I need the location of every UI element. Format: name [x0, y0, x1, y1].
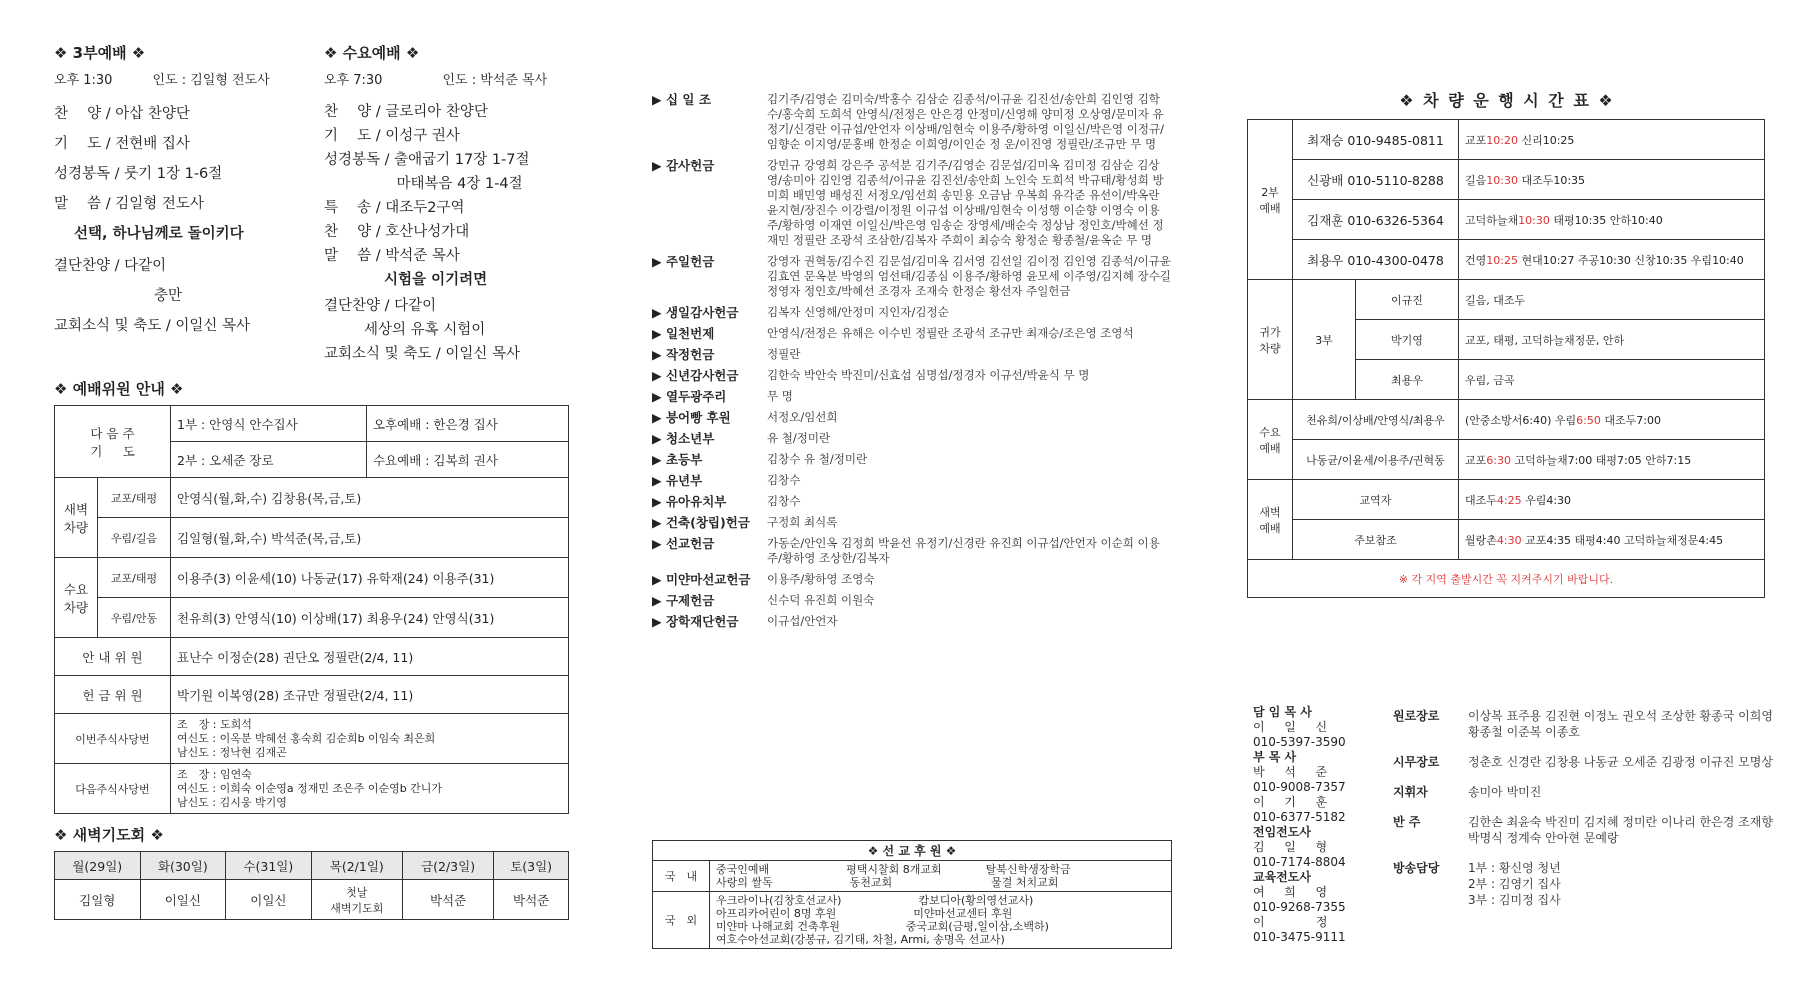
roles-block — [1393, 708, 1777, 922]
offering-label: ▶ 감사헌금 — [652, 158, 715, 173]
offering-label: ▶ 열두광주리 — [652, 389, 727, 404]
offering-row — [652, 536, 1172, 566]
driver: 신광배 010-5110-8288 — [1293, 160, 1459, 200]
staff-title: 교육전도사 — [1253, 870, 1311, 884]
offering-names: 강민규 강영희 강은주 공석분 김기주/김영순 김문섭/김미옥 김미정 김삼순 김상영/송미아 김인영 김종석/이규윤 김진선/송안희 노인숙 도희석 박규태/황성희 방미희 배민영 배성진 서정오/임선희 송민용 오금남 우복희 유각준 유선이/박옥란 윤지현/장진수 이강렬/이정원 이규섭 이상배/임현숙 이성행 이순향 이영숙 이용주/황하영 이재연 이일신/박은영 임송순 장영세/배순숙 정상남 정인호/박혜선 정재민 정필란 조광석 조삼한/김복자 주희이 최승숙 황정순 황종철/윤옥순 무 명 — [767, 158, 1164, 247]
offering-row — [652, 593, 1172, 608]
meal2-label: 다음주식사당번 — [55, 764, 171, 814]
staff-block — [1253, 705, 1413, 945]
car-drivers: 안영식(월,화,수) 김창용(목,금,토) — [171, 478, 569, 518]
role-row — [1393, 860, 1773, 908]
wed-item: 기 도 / 이성구 권사 — [324, 128, 460, 144]
home-label: 귀가 차량 — [1248, 280, 1293, 400]
route-rest: 현대10:27 주공10:30 신창10:35 우림10:40 — [1517, 253, 1744, 267]
mission-ext-line: 우크라이나(김창호선교사) 캄보디아(황의영선교사) — [716, 894, 1034, 907]
route-rest: 교포4:35 태평4:40 고덕하늘채정문4:45 — [1521, 533, 1724, 547]
offering-label: ▶ 붕어빵 후원 — [652, 410, 731, 425]
service3-closing-song: 충만 — [154, 288, 183, 304]
car-route: 교포/태평 — [98, 558, 171, 598]
dawn-day: 수(31일) — [226, 852, 312, 880]
offering-names: 서정오/임선희 — [767, 410, 838, 424]
offering-names: 가동순/안인옥 김정희 박윤선 유정기/신경란 유진희 이규섭/안언자 이순희 이용주/황하영 조상한/김복자 — [767, 536, 1160, 565]
staff-phone: 010-9268-7355 — [1253, 900, 1346, 914]
wed-item: 마태복음 4장 1-4절 — [324, 176, 523, 192]
service3-time: 오후 1:30 — [54, 73, 113, 88]
vehicle-title: ❖ 차 량 운 행 시 간 표 ❖ — [1399, 91, 1615, 110]
staff-phone: 010-7174-8804 — [1253, 855, 1346, 869]
offering-label: ▶ 초등부 — [652, 452, 703, 467]
meal2-names: 조 장 : 임연숙 여신도 : 이희숙 이순영a 정재민 조은주 이순영b 간니가 남신도 : 김시웅 박기영 — [171, 764, 569, 814]
committee-title: ❖ 예배위원 안내 ❖ — [54, 380, 184, 398]
staff-title: 전임전도사 — [1253, 825, 1311, 839]
staff-name: 이 기 훈 — [1253, 795, 1328, 809]
driver: 주보참조 — [1293, 520, 1459, 560]
route-start: 교포 — [1465, 453, 1487, 467]
route-rest: 태평10:35 안하10:40 — [1549, 213, 1663, 227]
route-time: 10:20 — [1486, 133, 1518, 147]
route-start: 길음 — [1465, 173, 1487, 187]
offering-row — [652, 347, 1172, 362]
offering-label: ▶ 유년부 — [652, 473, 703, 488]
offering-row — [652, 92, 1172, 152]
wed-news: 교회소식 및 축도 / 이일신 목사 — [324, 346, 521, 362]
service3-news: 교회소식 및 축도 / 이일신 목사 — [54, 318, 251, 334]
dawn-day: 금(2/3일) — [402, 852, 493, 880]
offering-names: 김기주/김영순 김미숙/박홍수 김삼순 김종석/이규윤 김진선/송안희 김인영 김학수/홍숙희 도희석 안영식/전정은 안은경 안정미/신영해 양미정 오상영/문미자 유정기/신경란 이규섭/안언자 이상배/임현숙 이용주/황하영 이일신/박은영 이정규/임향순 이지영/문홍배 한정순 이희영/이인순 정 운/이진영 정필란/조규만 무 명 — [767, 92, 1165, 151]
offering-names: 신수덕 유진희 이원숙 — [767, 593, 875, 607]
role-row — [1393, 814, 1777, 846]
dawn-preacher: 이일신 — [140, 880, 226, 920]
staff-phone: 010-9008-7357 — [1253, 780, 1346, 794]
offering-names: 정필란 — [767, 347, 801, 361]
wed-leader: 인도 : 박석준 목사 — [442, 73, 548, 88]
service3-closing: 결단찬양 / 다같이 — [54, 258, 167, 274]
offering-label: ▶ 선교헌금 — [652, 536, 715, 551]
role-label: 방송담당 — [1393, 861, 1440, 875]
offering-row — [652, 158, 1172, 248]
staff-name: 김 일 형 — [1253, 840, 1328, 854]
offering-label: ▶ 장학재단헌금 — [652, 614, 739, 629]
staff-name: 여 희 영 — [1253, 885, 1328, 899]
route-time: 4:30 — [1496, 533, 1522, 547]
offering-row — [652, 389, 1172, 404]
service3-title: ❖ 3부예배 ❖ — [54, 44, 146, 62]
mission-dom-label: 국 내 — [653, 861, 710, 892]
guide-names: 표난수 이정순(28) 권단오 정필란(2/4, 11) — [171, 638, 569, 676]
dawn-table — [54, 851, 569, 920]
offering-names: 김창수 — [767, 494, 801, 508]
dawn-day: 화(30일) — [140, 852, 226, 880]
offering-names: 이규섭/안언자 — [767, 614, 838, 628]
offering-row — [652, 614, 1172, 629]
offering-row — [652, 326, 1172, 341]
car-route: 우림/안동 — [98, 598, 171, 638]
offering-names: 안영식/전정은 유해은 이수빈 정필란 조광석 조규만 최재승/조은영 조영석 — [767, 326, 1134, 340]
wed-time: 오후 7:30 — [324, 73, 383, 88]
route-time: 10:25 — [1486, 253, 1518, 267]
route-time: 10:30 — [1486, 173, 1518, 187]
driver: 최용우 — [1356, 360, 1459, 400]
driver: 최용우 010-4300-0478 — [1293, 240, 1459, 280]
car-route: 교포/태평 — [98, 478, 171, 518]
staff-title: 담 임 목 사 — [1253, 705, 1312, 719]
offering-names: 유 철/정미란 — [767, 431, 831, 445]
offering-label: ▶ 작정헌금 — [652, 347, 715, 362]
mission-dom-line: 사랑의 쌀독 동천교회 물결 처치교회 — [716, 876, 1059, 889]
dawn-preacher: 박석준 — [402, 880, 493, 920]
dawn-preacher: 이일신 — [226, 880, 312, 920]
driver: 나동균/이윤세/이용주/권혁동 — [1293, 440, 1459, 480]
offering-row — [652, 473, 1172, 488]
staff-phone: 010-5397-3590 — [1253, 735, 1346, 749]
offering-names: 김복자 신영해/안정미 지인자/김정순 — [767, 305, 949, 319]
role-names: 정춘호 신경란 김창용 나동균 오세준 김광정 이규진 모명상 — [1468, 755, 1773, 769]
staff-name: 박 석 준 — [1253, 765, 1328, 779]
wed-label: 수요 예배 — [1248, 400, 1293, 480]
mission-ext-line: 여호수아선교회(강봉규, 김기태, 차철, Armi, 송명옥 선교사) — [716, 933, 1005, 946]
car-route: 우림/길음 — [98, 518, 171, 558]
column-vehicle — [1247, 88, 1767, 598]
column-offerings — [652, 92, 1172, 635]
route-rest: 대조두10:35 — [1517, 173, 1586, 187]
offering-row — [652, 494, 1172, 509]
offer-label: 헌 금 위 원 — [55, 676, 171, 714]
route-start: 고덕하늘채 — [1465, 213, 1519, 227]
route-start: 월랑촌 — [1465, 533, 1497, 547]
committee-table — [54, 405, 569, 814]
offering-label: ▶ 신년감사헌금 — [652, 368, 739, 383]
dawn-car-label: 새벽 차량 — [55, 478, 98, 558]
route-start: 대조두 — [1465, 493, 1497, 507]
route: 교포, 태평, 고덕하늘채정문, 안하 — [1459, 320, 1765, 360]
route: 길음, 대조두 — [1459, 280, 1765, 320]
column-worship — [54, 42, 614, 920]
offering-row — [652, 305, 1172, 320]
wed-title: ❖ 수요예배 ❖ — [324, 44, 420, 62]
wed-item: 특 송 / 대조두2구역 — [324, 200, 465, 216]
wed-item: 찬 양 / 글로리아 찬양단 — [324, 104, 488, 120]
route-rest: 우림4:30 — [1521, 493, 1572, 507]
pray-2nd: 2부 : 오세준 장로 — [171, 442, 367, 478]
pray-label: 다 음 주 기 도 — [55, 406, 171, 478]
route-time: 6:50 — [1576, 413, 1601, 427]
route-time: 4:25 — [1496, 493, 1522, 507]
service3-item: 찬 양 / 아삽 찬양단 — [54, 106, 190, 122]
offering-label: ▶ 유아유치부 — [652, 494, 727, 509]
offering-names: 김한숙 박안숙 박진미/신효섭 심명섭/정경자 이규선/박윤식 무 명 — [767, 368, 1090, 382]
role-names: 김한손 최윤숙 박진미 김지혜 정미란 이나리 한은경 조재향 박명식 정계숙 안아현 문예랑 — [1468, 815, 1777, 845]
offering-label: ▶ 미얀마선교헌금 — [652, 572, 751, 587]
route-time: 10:30 — [1518, 213, 1550, 227]
staff-phone: 010-6377-5182 — [1253, 810, 1346, 824]
driver: 교역자 — [1293, 480, 1459, 520]
wed-block — [324, 42, 604, 366]
car-drivers: 천유희(3) 안영식(10) 이상배(17) 최용우(24) 안영식(31) — [171, 598, 569, 638]
route-start: (안중소방서6:40) 우림 — [1465, 413, 1577, 427]
driver: 천유희/이상배/안영식/최용우 — [1293, 400, 1459, 440]
offering-row — [652, 431, 1172, 446]
dawn-day: 목(2/1일) — [311, 852, 402, 880]
route: 우림, 금곡 — [1459, 360, 1765, 400]
offering-list — [652, 92, 1172, 629]
sec2-label: 2부 예배 — [1248, 120, 1293, 280]
offering-names: 무 명 — [767, 389, 793, 403]
offering-label: ▶ 일천번제 — [652, 326, 715, 341]
driver: 김재훈 010-6326-5364 — [1293, 200, 1459, 240]
wed-car-label: 수요 차량 — [55, 558, 98, 638]
role-names: 이상복 표주용 김진현 이정노 권오석 조상한 황종국 이희영 황종철 이준복 이종호 — [1468, 709, 1777, 739]
wed-item: 성경봉독 / 출애굽기 17장 1-7절 — [324, 152, 530, 168]
meal1-names: 조 장 : 도희석 여신도 : 이옥분 박혜선 홍숙희 김순희b 이임숙 최은희 남신도 : 정낙현 김재곤 — [171, 714, 569, 764]
service3-block — [54, 42, 324, 366]
service3-item: 성경봉독 / 룻기 1장 1-6절 — [54, 166, 223, 182]
offering-row — [652, 368, 1172, 383]
offering-label: ▶ 십 일 조 — [652, 92, 711, 107]
role-label: 지휘자 — [1393, 785, 1428, 799]
wed-sermon: 시험을 이기려면 — [384, 272, 488, 288]
dawn-day: 토(3일) — [494, 852, 569, 880]
staff-name: 이 정 — [1253, 915, 1328, 929]
mission-block — [652, 840, 1172, 949]
dawn-title: ❖ 새벽기도회 ❖ — [54, 826, 164, 844]
offer-names: 박기원 이복영(28) 조규만 정필란(2/4, 11) — [171, 676, 569, 714]
offering-label: ▶ 생일감사헌금 — [652, 305, 739, 320]
dawn-day: 월(29일) — [55, 852, 141, 880]
meal1-label: 이번주식사당번 — [55, 714, 171, 764]
route-start: 교포 — [1465, 133, 1487, 147]
wed-item: 말 씀 / 박석준 목사 — [324, 248, 460, 264]
pray-pm: 오후예배 : 한은경 집사 — [366, 406, 568, 442]
service3-sermon: 선택, 하나님께로 돌이키다 — [74, 226, 244, 242]
staff-name: 이 일 신 — [1253, 720, 1328, 734]
role-row — [1393, 708, 1777, 740]
pray-wed: 수요예배 : 김복희 권사 — [366, 442, 568, 478]
driver: 박기영 — [1356, 320, 1459, 360]
staff-phone: 010-3475-9111 — [1253, 930, 1346, 944]
role-row — [1393, 784, 1773, 800]
pray-1st: 1부 : 안영식 안수집사 — [171, 406, 367, 442]
car-drivers: 이용주(3) 이윤세(10) 나동균(17) 유학재(24) 이용주(31) — [171, 558, 569, 598]
service3-leader: 인도 : 김일형 전도사 — [152, 73, 270, 88]
service3-item: 말 씀 / 김일형 전도사 — [54, 196, 204, 212]
driver: 최재승 010-9485-0811 — [1293, 120, 1459, 160]
vehicle-note: ※ 각 지역 출발시간 꼭 지켜주시기 바랍니다. — [1248, 560, 1765, 598]
dawn-preacher: 김일형 — [55, 880, 141, 920]
offering-row — [652, 572, 1172, 587]
dawn-label: 새벽 예배 — [1248, 480, 1293, 560]
offering-row — [652, 254, 1172, 299]
offering-names: 김창수 유 철/정미란 — [767, 452, 868, 466]
home-service: 3부 — [1293, 280, 1356, 400]
offering-label: ▶ 구제헌금 — [652, 593, 715, 608]
role-label: 원로장로 — [1393, 709, 1440, 723]
driver: 이규진 — [1356, 280, 1459, 320]
service3-item: 기 도 / 전현배 집사 — [54, 136, 190, 152]
offering-label: ▶ 청소년부 — [652, 431, 715, 446]
role-row — [1393, 754, 1773, 770]
wed-item: 찬 양 / 호산나성가대 — [324, 224, 470, 240]
mission-dom-line: 중국인예배 평택시찰회 8개교회 탈북신학생장학금 — [716, 863, 1071, 876]
vehicle-table — [1247, 119, 1765, 598]
offering-row — [652, 410, 1172, 425]
dawn-preacher: 첫날 새벽기도회 — [311, 880, 402, 920]
offering-names: 구정희 최식록 — [767, 515, 838, 529]
offering-label: ▶ 주일헌금 — [652, 254, 715, 269]
guide-label: 안 내 위 원 — [55, 638, 171, 676]
route-rest: 대조두7:00 — [1600, 413, 1661, 427]
offering-names: 김창수 — [767, 473, 801, 487]
role-label: 반 주 — [1393, 815, 1421, 829]
mission-title: ❖ 선 교 후 원 ❖ — [653, 841, 1172, 861]
mission-ext-line: 아프리카어린이 8명 후원 미얀마선교센터 후원 — [716, 907, 1013, 920]
offering-row — [652, 515, 1172, 530]
role-names: 송미아 박미진 — [1468, 785, 1542, 799]
offering-label: ▶ 건축(창립)헌금 — [652, 515, 750, 530]
route-rest: 고덕하늘채7:00 태평7:05 안하7:15 — [1510, 453, 1692, 467]
mission-table — [652, 840, 1172, 949]
mission-ext-line: 미얀마 나해교회 건축후원 중국교회(금평,일이삼,소백하) — [716, 920, 1049, 933]
mission-ext-label: 국 외 — [653, 892, 710, 949]
route-start: 건영 — [1465, 253, 1487, 267]
role-names: 1부 : 황신영 청년 2부 : 김영기 집사 3부 : 김미정 집사 — [1468, 861, 1561, 907]
role-label: 시무장로 — [1393, 755, 1440, 769]
route-rest: 신리10:25 — [1517, 133, 1575, 147]
route-time: 6:30 — [1486, 453, 1511, 467]
offering-names: 이용주/황하영 조영숙 — [767, 572, 875, 586]
offering-names: 강영자 권혁동/김수진 김문섭/김미옥 김서영 김선일 김이정 김인영 김종석/이규윤 김효연 문옥분 박영의 엄선태/김종심 이용주/황하영 윤모세 이주영/김지혜 장수길 정영자 정인호/박혜선 조경자 조재숙 한정순 황선자 주일헌금 — [767, 254, 1171, 298]
dawn-preacher: 박석준 — [494, 880, 569, 920]
offering-row — [652, 452, 1172, 467]
wed-closing: 결단찬양 / 다같이 — [324, 298, 437, 314]
wed-closing-song: 세상의 유혹 시험이 — [364, 322, 486, 338]
car-drivers: 김일형(월,화,수) 박석준(목,금,토) — [171, 518, 569, 558]
staff-title: 부 목 사 — [1253, 750, 1297, 764]
